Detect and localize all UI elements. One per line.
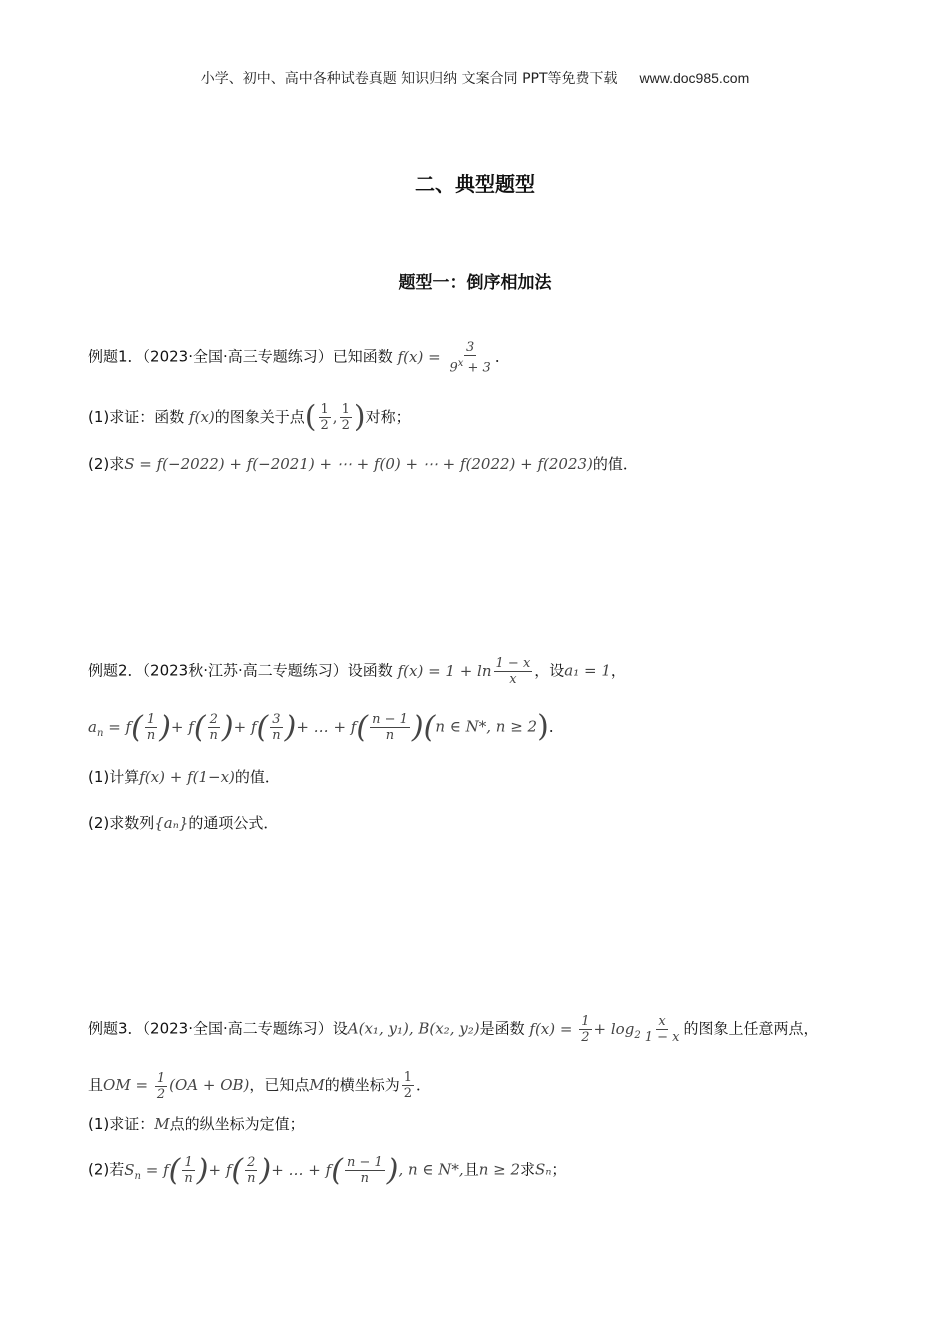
example2-q2-end: 的通项公式． <box>188 814 279 832</box>
example2-an-formula: $a_n = f$( $\frac{1}{n}$ )+ f( $\frac{2}{n}$ )+ f( $\frac{3}{n}$ )+ … + f( $\frac{n - 1}{n}$ )( <box>88 709 436 745</box>
header-text: 小学、初中、高中各种试卷真题 知识归纳 文案合同 PPT等免费下载 <box>200 71 618 87</box>
example3-half: $\frac{1}{2}$ <box>403 1070 413 1101</box>
example3-q1-m: M <box>154 1115 170 1133</box>
example3-q2-mid2: 求 <box>520 1160 536 1179</box>
example3-function: f(x) = $\frac{1}{2}$ + $\log_2$ $\frac{x}{1 - x}$ <box>529 1014 680 1045</box>
example2-q2 <box>88 812 278 834</box>
example3-end: 的图象上任意两点， <box>683 1019 819 1038</box>
example3-line2-mid: ，已知点 <box>249 1076 310 1094</box>
example3-q1-end: 点的纵坐标为定值； <box>169 1115 305 1133</box>
example2-q1 <box>88 766 280 788</box>
example1-point-y: $\frac{1}{2}$ <box>341 402 350 433</box>
example3-q2-cond: , n ∈ N*, <box>398 1160 464 1179</box>
example3-q2-mid: 且 <box>463 1160 479 1179</box>
example2-q1-formula: f(x) + f(1−x) <box>139 768 235 786</box>
example1-label: 例题1． <box>88 347 143 366</box>
page-header <box>0 68 950 88</box>
example1-q1-fx: f(x) <box>189 408 215 426</box>
example1-intro-end: ． <box>494 347 510 366</box>
example1-function: f(x) = $\frac{3}{9^x + 3}$ <box>397 340 491 376</box>
example3-line2 <box>88 1070 431 1102</box>
example1-q1-mid: 的图象关于点 <box>214 408 305 426</box>
example3-sn-formula: $S_n = f$( $\frac{1}{n}$ )+ f( $\frac{2}{n}$ )+ … + f( $\frac{n - 1}{n}$ ) <box>124 1152 399 1188</box>
example1-q1-prefix: (1)求证：函数 <box>88 408 185 426</box>
example2-label: 例题2． <box>88 661 143 680</box>
example3-line2-mid2: 的横坐标为 <box>324 1076 400 1094</box>
example2-comma2: ， <box>610 661 626 680</box>
example2-source: （2023秋·江苏·高二专题练习） <box>142 661 348 680</box>
example3-q2-prefix: (2)若 <box>88 1160 125 1179</box>
example3-q1-prefix: (1)求证： <box>88 1115 155 1133</box>
example2-comma: ，设 <box>534 661 565 680</box>
example1-point-x: $\frac{1}{2}$ <box>320 402 329 433</box>
example3-vector-eq: OM = $\frac{1}{2}$ (OA + OB) <box>103 1070 250 1102</box>
example2-condition: n ∈ N*, n ≥ 2 <box>435 717 538 736</box>
example1-source: （2023·全国·高三专题练习） <box>142 347 333 366</box>
example1-q1-end: 对称； <box>365 408 411 426</box>
example3-point-m: M <box>309 1076 325 1094</box>
example3-source: （2023·全国·高二专题练习） <box>142 1019 333 1038</box>
example2-q2-formula: {aₙ} <box>154 814 189 832</box>
example1-q2-prefix: (2)求 <box>88 455 125 473</box>
example2-intro-text: 设函数 <box>347 661 393 680</box>
example3-mid: 是函数 <box>479 1019 525 1038</box>
example3-intro-text: 设 <box>332 1019 348 1038</box>
header-site: www.doc985.com <box>639 70 750 86</box>
example1-intro <box>88 340 510 375</box>
example2-function: f(x) = 1 + ln $\frac{1 - x}{x}$ <box>397 656 531 687</box>
section-title: 二、典型题型 <box>415 172 535 196</box>
example1-intro-text: 已知函数 <box>332 347 393 366</box>
example3-intro <box>88 1014 818 1047</box>
example1-q1: (1)求证：函数 f(x)的图象关于点( $\frac{1}{2}$ , $\frac{1}{2}$ )对称； <box>88 399 411 435</box>
example1-q2-formula: S = f(−2022) + f(−2021) + ⋯ + f(0) + ⋯ + f(2022) + f(2023) <box>124 455 593 473</box>
example3-points: A(x₁, y₁), B(x₂, y₂) <box>347 1019 480 1038</box>
example3-q2 <box>88 1152 567 1188</box>
example1-q2-end: 的值． <box>592 455 638 473</box>
example3-q2-n: n ≥ 2 <box>478 1160 521 1179</box>
example1-q2 <box>88 453 638 475</box>
example2-a1: a₁ = 1 <box>564 661 611 680</box>
example2-sequence: $a_n = f$( $\frac{1}{n}$ )+ f( $\frac{2}{n}$ )+ f( $\frac{3}{n}$ )+ … + f( $\frac{n - 1}{n}$ )(n ∈ N*, n ≥ 2)． <box>88 709 564 745</box>
example2-seq-end: ． <box>548 717 564 736</box>
example3-q2-end: ； <box>551 1160 567 1179</box>
example3-line2-prefix: 且 <box>88 1076 104 1094</box>
example3-q1 <box>88 1113 305 1135</box>
example3-label: 例题3． <box>88 1019 143 1038</box>
example2-q1-prefix: (1)计算 <box>88 768 140 786</box>
example3-line2-end: ． <box>416 1076 432 1094</box>
example2-q1-end: 的值． <box>234 768 280 786</box>
example3-q2-s: Sₙ <box>535 1160 552 1179</box>
type-title: 题型一：倒序相加法 <box>398 273 552 293</box>
example2-q2-prefix: (2)求数列 <box>88 814 155 832</box>
example2-intro <box>88 656 626 687</box>
